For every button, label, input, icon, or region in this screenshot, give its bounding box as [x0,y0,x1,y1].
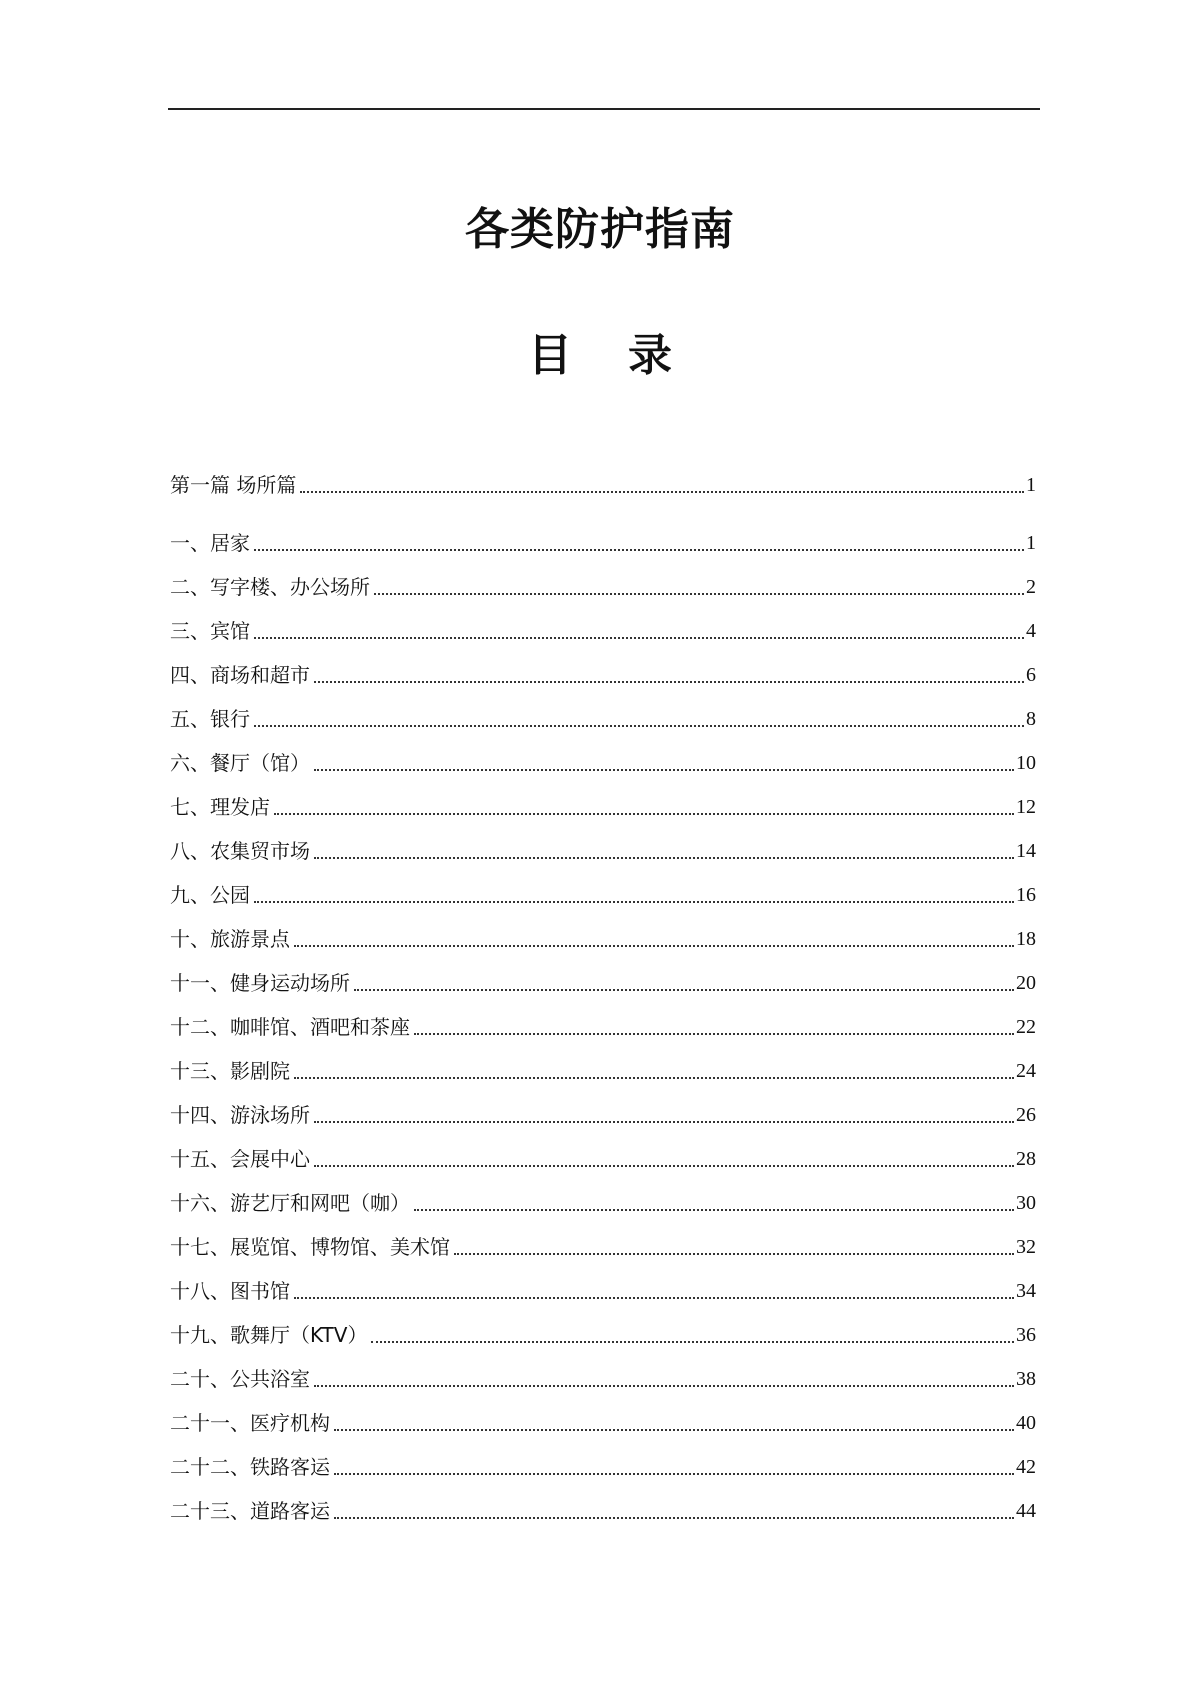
toc-entry[interactable] [170,700,1036,734]
toc-leader-dots [334,1517,1014,1519]
toc-entry-label: 二十、公共浴室 [170,1367,310,1391]
toc-entry-label: 一、居家 [170,531,250,555]
toc-entry-page: 20 [1016,972,1036,994]
toc-entry[interactable] [170,1008,1036,1042]
toc-entry[interactable] [170,876,1036,910]
toc-leader-dots [254,637,1024,639]
toc-entry[interactable] [170,1360,1036,1394]
toc-leader-dots [294,945,1014,947]
toc-entry-page: 40 [1016,1412,1036,1434]
toc-leader-dots [314,681,1024,683]
toc-leader-dots [254,549,1024,551]
toc-entry-page: 4 [1026,620,1036,642]
toc-entry-page: 6 [1026,664,1036,686]
toc-entry-label: 第一篇 场所篇 [170,473,297,497]
toc-entry[interactable] [170,832,1036,866]
toc-entry[interactable] [170,524,1036,558]
toc-entry-label: 二十三、道路客运 [170,1499,330,1523]
toc-leader-dots [371,1341,1014,1343]
toc-entry[interactable] [170,1404,1036,1438]
toc-entry[interactable] [170,920,1036,954]
toc-entry[interactable] [170,656,1036,690]
toc-entry-page: 8 [1026,708,1036,730]
toc-heading [0,326,1200,386]
toc-entry-label: 九、公园 [170,883,250,907]
toc-entry[interactable] [170,1316,1036,1350]
toc-leader-dots [314,1385,1014,1387]
toc-entry-page: 18 [1016,928,1036,950]
toc-leader-dots [354,989,1014,991]
toc-entry-page: 12 [1016,796,1036,818]
toc-entry-label: 十二、咖啡馆、酒吧和茶座 [170,1015,410,1039]
toc-leader-dots [254,725,1024,727]
toc-entry-label: 三、宾馆 [170,619,250,643]
toc-entry-part-1[interactable] [170,466,1036,500]
toc-entry-label: 十三、影剧院 [170,1059,290,1083]
toc-entry[interactable] [170,1448,1036,1482]
toc-leader-dots [334,1429,1014,1431]
toc-leader-dots [334,1473,1014,1475]
toc-entry-page: 28 [1016,1148,1036,1170]
toc-entry-page: 22 [1016,1016,1036,1038]
toc-leader-dots [274,813,1014,815]
toc-entry-label: 十一、健身运动场所 [170,971,350,995]
toc-leader-dots [314,1121,1014,1123]
toc-heading-char-2: 录 [628,330,672,381]
toc-entry-page: 26 [1016,1104,1036,1126]
toc-entry-page: 30 [1016,1192,1036,1214]
toc-entry[interactable] [170,788,1036,822]
toc-leader-dots [454,1253,1014,1255]
toc-leader-dots [314,769,1014,771]
toc-entry-label: 六、餐厅（馆） [170,751,310,775]
toc-entry[interactable] [170,1184,1036,1218]
toc-entry[interactable] [170,1096,1036,1130]
toc-entry-page: 14 [1016,840,1036,862]
toc-leader-dots [414,1033,1014,1035]
toc-entry-label: 五、银行 [170,707,250,731]
document-title: 各类防护指南 [465,204,735,255]
toc-leader-dots [300,491,1024,493]
toc-entry-page: 1 [1026,532,1036,554]
toc-entry-label: 十五、会展中心 [170,1147,310,1171]
toc-leader-dots [314,857,1014,859]
toc-entry[interactable] [170,1140,1036,1174]
toc-entry[interactable] [170,744,1036,778]
toc-entry-page: 16 [1016,884,1036,906]
toc-leader-dots [414,1209,1014,1211]
toc-entry-label: 八、农集贸市场 [170,839,310,863]
toc-entry[interactable] [170,1272,1036,1306]
toc-entry-label: 十八、图书馆 [170,1279,290,1303]
toc-entry[interactable] [170,1052,1036,1086]
toc-leader-dots [294,1077,1014,1079]
toc-entry-page: 2 [1026,576,1036,598]
toc-entry-page: 10 [1016,752,1036,774]
toc-entry-page: 1 [1026,474,1036,496]
header-rule [168,108,1040,110]
toc-entry-page: 42 [1016,1456,1036,1478]
toc-entry[interactable] [170,964,1036,998]
toc-leader-dots [314,1165,1014,1167]
toc-entry-label: 二十二、铁路客运 [170,1455,330,1479]
toc-entry[interactable] [170,1228,1036,1262]
toc-entry[interactable] [170,1492,1036,1526]
toc-entry-page: 24 [1016,1060,1036,1082]
toc-entry-page: 44 [1016,1500,1036,1522]
toc-entry-page: 32 [1016,1236,1036,1258]
toc-entry[interactable] [170,612,1036,646]
toc-entry-label: 十、旅游景点 [170,927,290,951]
toc-leader-dots [294,1297,1014,1299]
toc-entry-label: 二十一、医疗机构 [170,1411,330,1435]
toc-leader-dots [254,901,1014,903]
toc-entry-label: 二、写字楼、办公场所 [170,575,370,599]
toc-entry-page: 38 [1016,1368,1036,1390]
toc-entry[interactable] [170,568,1036,602]
toc-entry-label: 十六、游艺厅和网吧（咖） [170,1191,410,1215]
toc-heading-char-1: 目 [528,330,572,381]
toc-entry-page: 36 [1016,1324,1036,1346]
toc-entry-label: 十四、游泳场所 [170,1103,310,1127]
toc-entry-label: 十七、展览馆、博物馆、美术馆 [170,1235,450,1259]
toc-entry-label: 七、理发店 [170,795,270,819]
toc-entry-label: 十九、歌舞厅（KTV） [170,1323,368,1347]
toc-entry-page: 34 [1016,1280,1036,1302]
toc-leader-dots [374,593,1024,595]
toc-entry-label: 四、商场和超市 [170,663,310,687]
